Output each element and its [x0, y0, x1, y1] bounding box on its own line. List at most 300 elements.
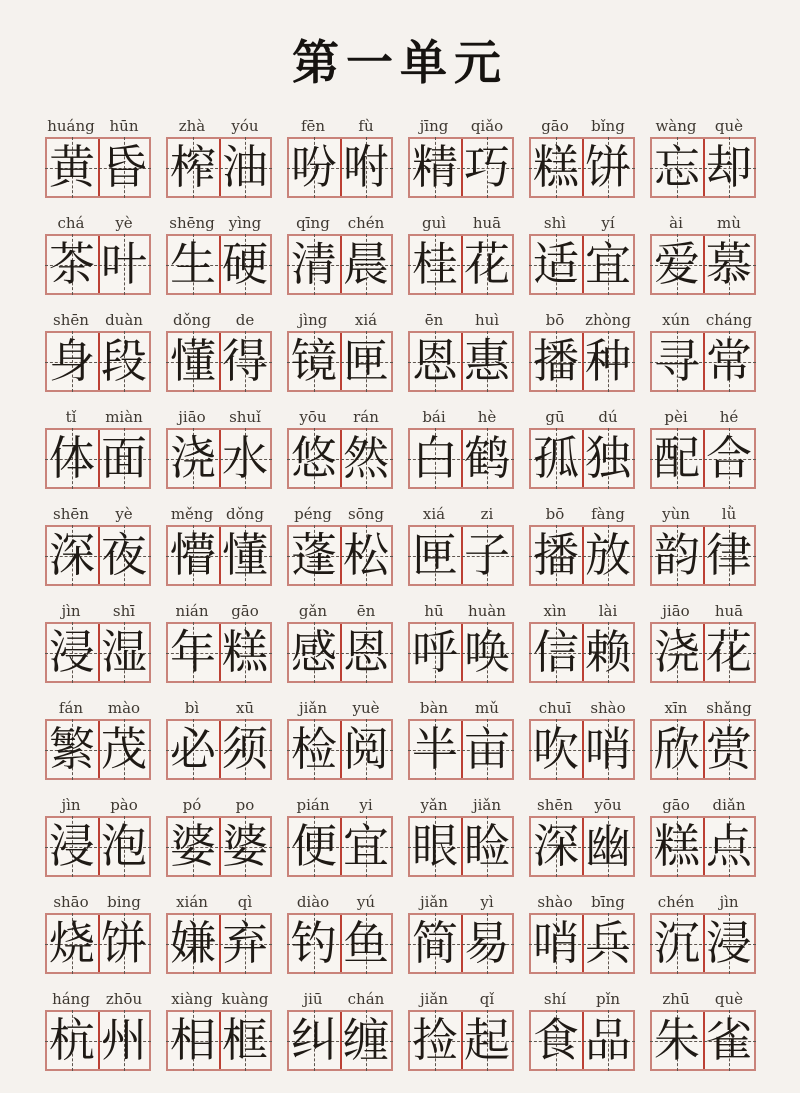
tianzige-cell: [582, 818, 633, 875]
word-row: [0, 602, 800, 683]
tianzige-box: [45, 137, 151, 198]
hanzi-character: 赏: [706, 723, 752, 775]
tianzige-box: [529, 816, 635, 877]
tianzige-cell: [531, 624, 582, 681]
pinyin-syllable: xiá: [354, 311, 378, 329]
tianzige-box: [45, 719, 151, 780]
tianzige-cell: [289, 527, 340, 584]
tianzige-cell: [582, 624, 633, 681]
hanzi-character: 花: [706, 626, 752, 678]
pinyin-row: [287, 602, 393, 620]
tianzige-cell: [98, 430, 149, 487]
tianzige-box: [408, 331, 514, 392]
tianzige-box: [287, 622, 393, 683]
word-unit: [408, 117, 514, 198]
hanzi-character: 饼: [101, 917, 147, 969]
pinyin-syllable: dǒng: [226, 505, 264, 523]
word-unit: [529, 990, 635, 1071]
pinyin-syllable: yǎn: [420, 796, 448, 814]
pinyin-row: [650, 214, 756, 232]
pinyin-row: [650, 602, 756, 620]
hanzi-character: 食: [533, 1014, 579, 1066]
tianzige-cell: [98, 333, 149, 390]
tianzige-box: [287, 137, 393, 198]
hanzi-character: 悠: [291, 432, 337, 484]
hanzi-character: 湿: [101, 626, 147, 678]
tianzige-cell: [47, 1012, 98, 1069]
pinyin-syllable: jìng: [298, 311, 328, 329]
hanzi-character: 律: [706, 529, 752, 581]
tianzige-cell: [461, 333, 512, 390]
tianzige-cell: [703, 430, 754, 487]
tianzige-cell: [531, 236, 582, 293]
word-unit: [166, 990, 272, 1071]
pinyin-syllable: jìn: [61, 602, 81, 620]
tianzige-box: [45, 913, 151, 974]
pinyin-row: [45, 408, 151, 426]
tianzige-cell: [219, 430, 270, 487]
word-unit: [408, 893, 514, 974]
pinyin-syllable: bàn: [419, 699, 449, 717]
tianzige-cell: [582, 236, 633, 293]
pinyin-syllable: ài: [669, 214, 683, 232]
tianzige-cell: [652, 915, 703, 972]
pinyin-syllable: gǎn: [298, 602, 328, 620]
word-unit: [650, 796, 756, 877]
tianzige-cell: [340, 430, 391, 487]
hanzi-character: 吩: [291, 141, 337, 193]
word-unit: [287, 602, 393, 683]
hanzi-character: 生: [170, 238, 216, 290]
pinyin-syllable: pǐn: [595, 990, 621, 1008]
tianzige-cell: [582, 915, 633, 972]
word-row: [0, 214, 800, 295]
hanzi-character: 呼: [412, 626, 458, 678]
pinyin-row: [408, 699, 514, 717]
pinyin-syllable: gū: [545, 408, 565, 426]
word-unit: [529, 505, 635, 586]
tianzige-cell: [703, 236, 754, 293]
pinyin-row: [408, 505, 514, 523]
hanzi-character: 播: [533, 335, 579, 387]
tianzige-cell: [582, 430, 633, 487]
tianzige-cell: [47, 624, 98, 681]
pinyin-syllable: xún: [662, 311, 690, 329]
word-unit: [650, 214, 756, 295]
hanzi-character: 眼: [412, 820, 458, 872]
tianzige-cell: [652, 527, 703, 584]
pinyin-syllable: qì: [237, 893, 253, 911]
hanzi-character: 懵: [170, 529, 216, 581]
pinyin-syllable: xīn: [664, 699, 688, 717]
tianzige-box: [166, 1010, 272, 1071]
tianzige-cell: [410, 430, 461, 487]
pinyin-syllable: shǎng: [706, 699, 752, 717]
tianzige-box: [166, 816, 272, 877]
tianzige-box: [287, 428, 393, 489]
tianzige-cell: [340, 139, 391, 196]
pinyin-row: [650, 796, 756, 814]
hanzi-character: 须: [222, 723, 268, 775]
hanzi-character: 桂: [412, 238, 458, 290]
pinyin-syllable: jiāo: [662, 602, 690, 620]
pinyin-syllable: shēn: [537, 796, 573, 814]
hanzi-character: 浇: [654, 626, 700, 678]
pinyin-syllable: miàn: [105, 408, 143, 426]
word-unit: [166, 602, 272, 683]
word-unit: [287, 117, 393, 198]
tianzige-cell: [582, 333, 633, 390]
tianzige-cell: [289, 333, 340, 390]
pinyin-row: [529, 699, 635, 717]
tianzige-box: [408, 525, 514, 586]
hanzi-character: 花: [464, 238, 510, 290]
hanzi-character: 沉: [654, 917, 700, 969]
hanzi-character: 糕: [222, 626, 268, 678]
hanzi-character: 懂: [170, 335, 216, 387]
word-unit: [408, 602, 514, 683]
hanzi-character: 面: [101, 432, 147, 484]
word-unit: [45, 505, 151, 586]
tianzige-cell: [219, 236, 270, 293]
hanzi-character: 宜: [585, 238, 631, 290]
pinyin-row: [166, 893, 272, 911]
word-unit: [529, 117, 635, 198]
hanzi-character: 相: [170, 1014, 216, 1066]
tianzige-cell: [531, 1012, 582, 1069]
tianzige-cell: [168, 430, 219, 487]
page-title: 第一单元: [292, 38, 508, 90]
pinyin-row: [45, 505, 151, 523]
word-row: [0, 990, 800, 1071]
tianzige-cell: [461, 624, 512, 681]
pinyin-row: [408, 214, 514, 232]
pinyin-row: [166, 408, 272, 426]
word-unit: [650, 893, 756, 974]
tianzige-cell: [340, 915, 391, 972]
tianzige-box: [650, 234, 756, 295]
word-grid: [0, 117, 800, 1071]
hanzi-character: 赖: [585, 626, 631, 678]
tianzige-cell: [98, 915, 149, 972]
hanzi-character: 州: [101, 1014, 147, 1066]
pinyin-syllable: bì: [184, 699, 200, 717]
pinyin-syllable: què: [714, 117, 744, 135]
hanzi-character: 欣: [654, 723, 700, 775]
hanzi-character: 半: [412, 723, 458, 775]
pinyin-syllable: fù: [358, 117, 374, 135]
hanzi-character: 框: [222, 1014, 268, 1066]
pinyin-syllable: zhòng: [585, 311, 631, 329]
pinyin-row: [529, 796, 635, 814]
word-unit: [166, 214, 272, 295]
word-row: [0, 796, 800, 877]
tianzige-box: [287, 719, 393, 780]
hanzi-character: 兵: [585, 917, 631, 969]
tianzige-box: [166, 137, 272, 198]
pinyin-row: [529, 505, 635, 523]
pinyin-syllable: gāo: [662, 796, 690, 814]
word-unit: [166, 893, 272, 974]
word-unit: [45, 893, 151, 974]
hanzi-character: 幽: [585, 820, 631, 872]
hanzi-character: 深: [533, 820, 579, 872]
tianzige-cell: [47, 139, 98, 196]
hanzi-character: 杭: [49, 1014, 95, 1066]
pinyin-syllable: hū: [424, 602, 444, 620]
pinyin-syllable: háng: [52, 990, 90, 1008]
pinyin-row: [529, 117, 635, 135]
pinyin-row: [529, 602, 635, 620]
hanzi-character: 昏: [101, 141, 147, 193]
tianzige-cell: [47, 430, 98, 487]
tianzige-cell: [98, 527, 149, 584]
hanzi-character: 恩: [412, 335, 458, 387]
pinyin-syllable: zhū: [662, 990, 690, 1008]
tianzige-cell: [652, 430, 703, 487]
tianzige-cell: [461, 1012, 512, 1069]
pinyin-syllable: qǐ: [479, 990, 495, 1008]
pinyin-syllable: huàn: [468, 602, 506, 620]
pinyin-syllable: huā: [714, 602, 744, 620]
hanzi-character: 糕: [533, 141, 579, 193]
hanzi-character: 蓬: [291, 529, 337, 581]
pinyin-row: [166, 796, 272, 814]
tianzige-cell: [461, 818, 512, 875]
pinyin-syllable: yè: [115, 214, 133, 232]
hanzi-character: 烧: [49, 917, 95, 969]
hanzi-character: 浸: [706, 917, 752, 969]
pinyin-syllable: bō: [545, 311, 565, 329]
pinyin-row: [45, 990, 151, 1008]
word-unit: [166, 117, 272, 198]
tianzige-box: [408, 719, 514, 780]
word-unit: [408, 408, 514, 489]
hanzi-character: 饼: [585, 141, 631, 193]
tianzige-box: [529, 719, 635, 780]
hanzi-character: 宜: [343, 820, 389, 872]
pinyin-syllable: fán: [58, 699, 84, 717]
pinyin-syllable: jiǎn: [472, 796, 502, 814]
hanzi-character: 哨: [533, 917, 579, 969]
tianzige-box: [529, 1010, 635, 1071]
tianzige-cell: [703, 139, 754, 196]
pinyin-row: [408, 117, 514, 135]
tianzige-cell: [219, 1012, 270, 1069]
pinyin-syllable: shí: [543, 990, 567, 1008]
tianzige-box: [287, 816, 393, 877]
hanzi-character: 茂: [101, 723, 147, 775]
tianzige-cell: [98, 721, 149, 778]
pinyin-syllable: jìn: [719, 893, 739, 911]
pinyin-syllable: pián: [296, 796, 330, 814]
pinyin-syllable: zi: [480, 505, 494, 523]
hanzi-character: 忘: [654, 141, 700, 193]
hanzi-character: 白: [412, 432, 458, 484]
pinyin-row: [408, 311, 514, 329]
hanzi-character: 合: [706, 432, 752, 484]
word-unit: [650, 311, 756, 392]
hanzi-character: 鹤: [464, 432, 510, 484]
pinyin-syllable: huáng: [47, 117, 95, 135]
tianzige-box: [45, 234, 151, 295]
tianzige-cell: [340, 527, 391, 584]
word-unit: [529, 699, 635, 780]
hanzi-character: 朱: [654, 1014, 700, 1066]
pinyin-syllable: shēng: [169, 214, 215, 232]
hanzi-character: 信: [533, 626, 579, 678]
tianzige-cell: [47, 236, 98, 293]
tianzige-box: [408, 622, 514, 683]
pinyin-syllable: pó: [182, 796, 202, 814]
pinyin-syllable: jiǎn: [298, 699, 328, 717]
hanzi-character: 捡: [412, 1014, 458, 1066]
pinyin-row: [45, 311, 151, 329]
hanzi-character: 却: [706, 141, 752, 193]
word-unit: [408, 796, 514, 877]
pinyin-row: [45, 602, 151, 620]
hanzi-character: 钓: [291, 917, 337, 969]
pinyin-syllable: xiá: [422, 505, 446, 523]
hanzi-character: 起: [464, 1014, 510, 1066]
word-unit: [650, 117, 756, 198]
pinyin-syllable: yi: [359, 796, 373, 814]
tianzige-cell: [531, 139, 582, 196]
tianzige-cell: [461, 527, 512, 584]
pinyin-syllable: yuè: [352, 699, 380, 717]
tianzige-cell: [168, 333, 219, 390]
pinyin-syllable: shēn: [53, 311, 89, 329]
pinyin-syllable: xìn: [543, 602, 567, 620]
pinyin-row: [408, 796, 514, 814]
pinyin-row: [45, 214, 151, 232]
pinyin-row: [166, 311, 272, 329]
pinyin-row: [529, 214, 635, 232]
word-unit: [45, 990, 151, 1071]
tianzige-cell: [289, 721, 340, 778]
pinyin-row: [650, 117, 756, 135]
tianzige-cell: [98, 624, 149, 681]
pinyin-row: [45, 893, 151, 911]
hanzi-character: 清: [291, 238, 337, 290]
tianzige-cell: [47, 818, 98, 875]
tianzige-cell: [340, 818, 391, 875]
word-unit: [650, 990, 756, 1071]
pinyin-syllable: yè: [115, 505, 133, 523]
tianzige-box: [45, 622, 151, 683]
tianzige-cell: [582, 721, 633, 778]
hanzi-character: 寻: [654, 335, 700, 387]
pinyin-syllable: dǒng: [173, 311, 211, 329]
hanzi-character: 体: [49, 432, 95, 484]
pinyin-syllable: pào: [110, 796, 138, 814]
tianzige-cell: [219, 721, 270, 778]
word-row: [0, 117, 800, 198]
pinyin-syllable: fēn: [300, 117, 326, 135]
hanzi-character: 深: [49, 529, 95, 581]
hanzi-character: 松: [343, 529, 389, 581]
pinyin-syllable: shēn: [53, 505, 89, 523]
word-unit: [408, 699, 514, 780]
hanzi-character: 精: [412, 141, 458, 193]
pinyin-row: [287, 699, 393, 717]
tianzige-box: [408, 1010, 514, 1071]
pinyin-syllable: chán: [347, 990, 385, 1008]
tianzige-cell: [410, 915, 461, 972]
tianzige-cell: [340, 333, 391, 390]
tianzige-box: [287, 234, 393, 295]
hanzi-character: 茶: [49, 238, 95, 290]
hanzi-character: 嫌: [170, 917, 216, 969]
hanzi-character: 便: [291, 820, 337, 872]
pinyin-syllable: qiǎo: [470, 117, 504, 135]
word-unit: [529, 311, 635, 392]
tianzige-cell: [340, 721, 391, 778]
tianzige-cell: [168, 527, 219, 584]
pinyin-row: [287, 311, 393, 329]
word-unit: [650, 699, 756, 780]
pinyin-syllable: yōu: [299, 408, 327, 426]
hanzi-character: 泡: [101, 820, 147, 872]
pinyin-syllable: yì: [480, 893, 494, 911]
pinyin-row: [166, 699, 272, 717]
word-unit: [408, 990, 514, 1071]
pinyin-syllable: hé: [719, 408, 739, 426]
word-unit: [45, 311, 151, 392]
tianzige-box: [650, 525, 756, 586]
hanzi-character: 唤: [464, 626, 510, 678]
pinyin-row: [650, 893, 756, 911]
word-row: [0, 893, 800, 974]
hanzi-character: 巧: [464, 141, 510, 193]
pinyin-row: [408, 893, 514, 911]
hanzi-character: 点: [706, 820, 752, 872]
tianzige-box: [287, 525, 393, 586]
pinyin-syllable: xián: [176, 893, 208, 911]
pinyin-syllable: fàng: [591, 505, 625, 523]
word-unit: [45, 408, 151, 489]
pinyin-syllable: què: [714, 990, 744, 1008]
hanzi-character: 常: [706, 335, 752, 387]
tianzige-box: [166, 428, 272, 489]
hanzi-character: 鱼: [343, 917, 389, 969]
tianzige-cell: [531, 915, 582, 972]
tianzige-cell: [289, 236, 340, 293]
hanzi-character: 叶: [101, 238, 147, 290]
tianzige-cell: [461, 139, 512, 196]
pinyin-syllable: gāo: [541, 117, 569, 135]
pinyin-row: [287, 408, 393, 426]
pinyin-syllable: bīng: [591, 893, 625, 911]
word-unit: [166, 796, 272, 877]
word-unit: [166, 408, 272, 489]
hanzi-character: 婆: [222, 820, 268, 872]
pinyin-syllable: ēn: [356, 602, 376, 620]
hanzi-character: 糕: [654, 820, 700, 872]
hanzi-character: 感: [291, 626, 337, 678]
word-unit: [287, 796, 393, 877]
tianzige-box: [650, 137, 756, 198]
word-unit: [529, 408, 635, 489]
tianzige-box: [529, 331, 635, 392]
hanzi-character: 检: [291, 723, 337, 775]
hanzi-character: 浸: [49, 820, 95, 872]
word-unit: [529, 214, 635, 295]
tianzige-cell: [410, 721, 461, 778]
pinyin-syllable: gāo: [231, 602, 259, 620]
tianzige-cell: [289, 430, 340, 487]
tianzige-box: [650, 428, 756, 489]
